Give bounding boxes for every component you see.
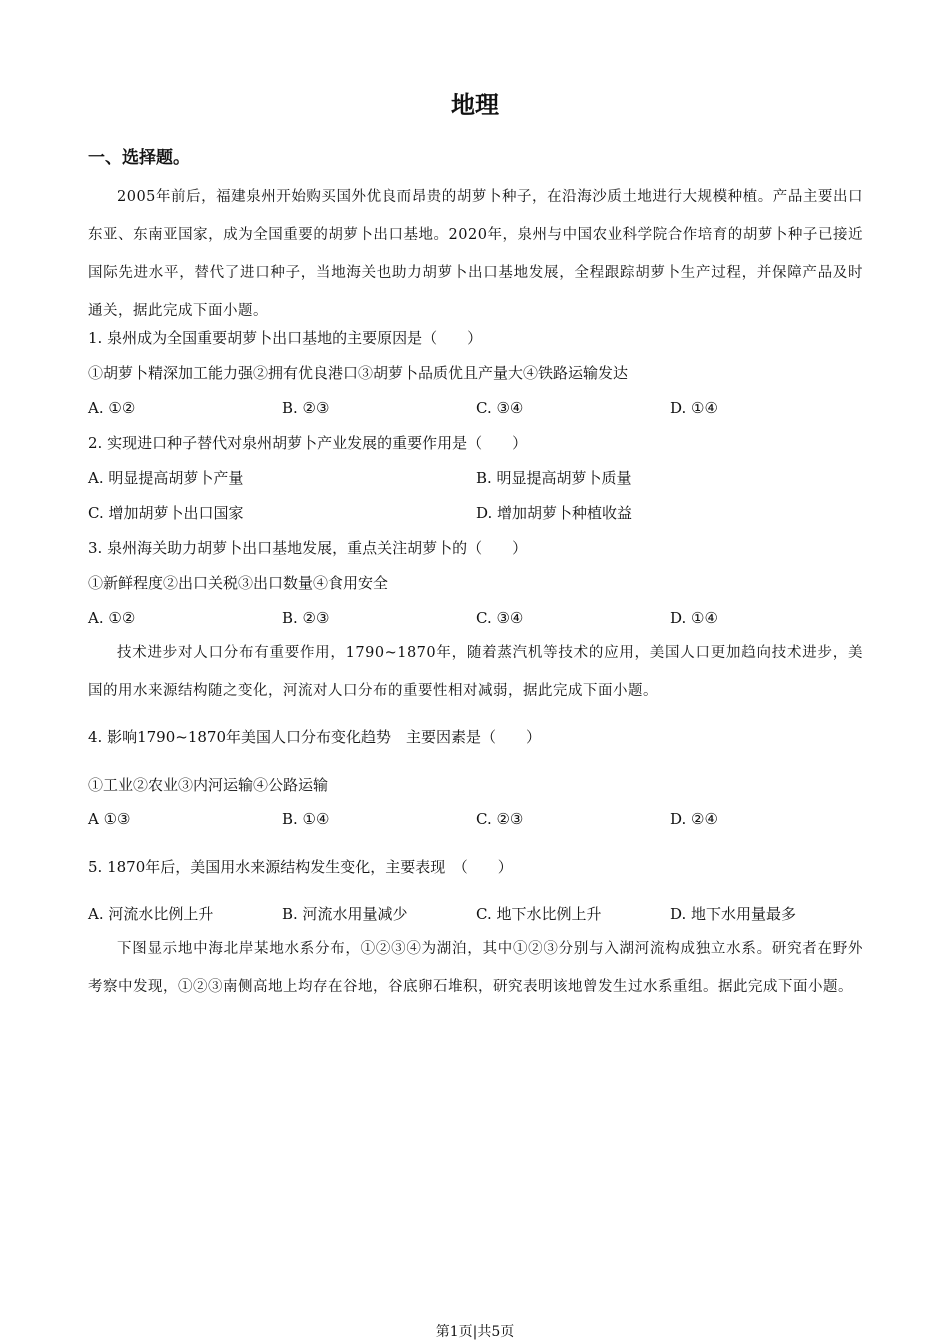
question-stem: 5. 1870年后，美国用水来源结构发生变化，主要表现 （ ） bbox=[88, 858, 513, 876]
passage-paragraph: 2005年前后，福建泉州开始购买国外优良而昂贵的胡萝卜种子，在沿海沙质土地进行大规模种植。产品主要出口东亚、东南亚国家，成为全国重要的胡萝卜出口基地。2020年，泉州与中国农业科学院合作培育的胡萝卜种子已接近国际先进水平，替代了进口种子，当地海关也助力胡萝卜出口基地发展，全程跟踪胡萝卜生产过程，并保障产品及时通关，据此完成下面小题。 bbox=[88, 189, 863, 319]
option-a: A. 明显提高胡萝卜产量 bbox=[88, 469, 244, 487]
page-title: 地理 bbox=[451, 90, 499, 119]
passage-paragraph: 下图显示地中海北岸某地水系分布，①②③④为湖泊，其中①②③分别与入湖河流构成独立水系。研究者在野外考察中发现，①②③南侧高地上均存在谷地，谷底卵石堆积，研究表明该地曾发生过水系重组。据此完成下面小题。 bbox=[88, 941, 863, 995]
option-b: B. ②③ bbox=[282, 399, 330, 417]
option-b: B. 明显提高胡萝卜质量 bbox=[476, 469, 632, 487]
passage-paragraph: 技术进步对人口分布有重要作用，1790~1870年，随着蒸汽机等技术的应用，美国人口更加趋向技术进步，美国的用水来源结构随之变化，河流对人口分布的重要性相对减弱，据此完成下面小题。 bbox=[88, 645, 863, 699]
option-d: D. ①④ bbox=[670, 399, 718, 417]
option-c: C. 增加胡萝卜出口国家 bbox=[88, 504, 244, 522]
option-b: B. 河流水用量减少 bbox=[282, 905, 408, 923]
question-items: ①新鲜程度②出口关税③出口数量④食用安全 bbox=[88, 574, 389, 592]
option-d: D. ②④ bbox=[670, 810, 718, 828]
option-a: A. ①② bbox=[88, 399, 136, 417]
option-c: C. ②③ bbox=[476, 810, 524, 828]
option-d: D. 地下水用量最多 bbox=[670, 905, 797, 923]
page-footer: 第1页|共5页 bbox=[435, 1324, 515, 1340]
question-items: ①工业②农业③内河运输④公路运输 bbox=[88, 776, 329, 794]
question-stem: 3. 泉州海关助力胡萝卜出口基地发展，重点关注胡萝卜的（ ） bbox=[88, 539, 528, 557]
question-stem: 1. 泉州成为全国重要胡萝卜出口基地的主要原因是（ ） bbox=[88, 329, 483, 347]
option-a: A ①③ bbox=[88, 810, 131, 828]
option-b: B. ①④ bbox=[282, 810, 330, 828]
section-heading: 一、选择题。 bbox=[88, 148, 190, 168]
option-d: D. 增加胡萝卜种植收益 bbox=[476, 504, 633, 522]
option-b: B. ②③ bbox=[282, 609, 330, 627]
option-d: D. ①④ bbox=[670, 609, 718, 627]
option-c: C. ③④ bbox=[476, 609, 524, 627]
option-c: C. ③④ bbox=[476, 399, 524, 417]
question-items: ①胡萝卜精深加工能力强②拥有优良港口③胡萝卜品质优且产量大④铁路运输发达 bbox=[88, 364, 629, 382]
question-stem: 4. 影响1790~1870年美国人口分布变化趋势 主要因素是（ ） bbox=[88, 728, 541, 746]
option-c: C. 地下水比例上升 bbox=[476, 905, 602, 923]
option-a: A. 河流水比例上升 bbox=[88, 905, 214, 923]
question-stem: 2. 实现进口种子替代对泉州胡萝卜产业发展的重要作用是（ ） bbox=[88, 434, 528, 452]
option-a: A. ①② bbox=[88, 609, 136, 627]
